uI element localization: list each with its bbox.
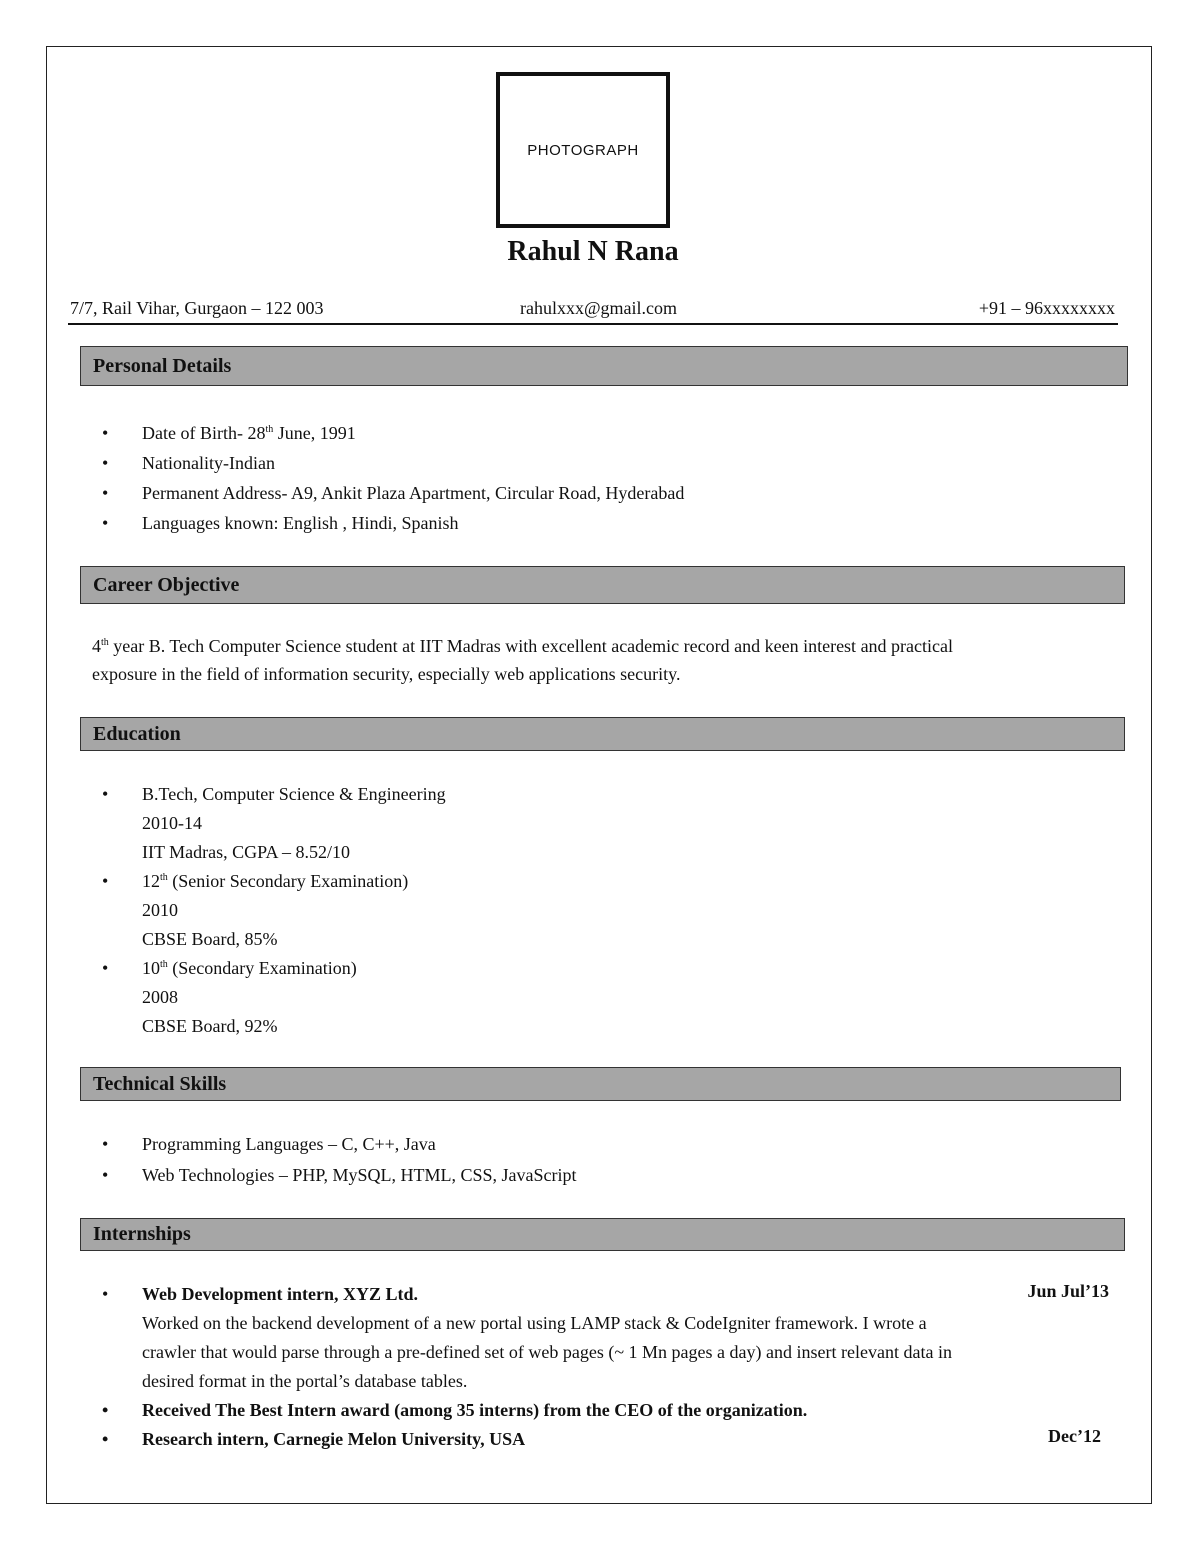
education-item-10th <box>80 954 446 1041</box>
technical-skills-list <box>80 1129 576 1191</box>
list-item-permanent-address: • Permanent Address- A9, Ankit Plaza Apartment, Circular Road, Hyderabad <box>80 478 684 508</box>
photograph-placeholder <box>496 72 670 228</box>
career-objective-text <box>92 632 1132 688</box>
contact-address: 7/7, Rail Vihar, Gurgaon – 122 003 <box>70 298 324 318</box>
section-header-career-objective: Career Objective <box>80 566 1125 604</box>
btech-years: 2010-14 <box>142 813 202 833</box>
tenth-sup: th <box>160 959 168 970</box>
tenth-label: (Secondary Examination) <box>167 958 357 978</box>
section-header-internships: Internships <box>80 1218 1125 1251</box>
objective-line2: exposure in the field of information security, especially web applications security. <box>92 664 681 684</box>
section-header-education: Education <box>80 717 1125 751</box>
web-dev-date: Jun Jul’13 <box>1027 1281 1109 1301</box>
tenth-num: 10 <box>142 958 160 978</box>
web-dev-line3: desired format in the portal’s database tables. <box>142 1371 468 1391</box>
objective-line1: year B. Tech Computer Science student at IIT Madras with excellent academic record and keen interest and practical <box>108 636 954 656</box>
web-dev-line1: Worked on the backend development of a new portal using LAMP stack & CodeIgniter framework. I wrote a <box>142 1313 927 1333</box>
twelfth-detail: CBSE Board, 85% <box>142 929 278 949</box>
skill-item-web: • Web Technologies – PHP, MySQL, HTML, CSS, JavaScript <box>80 1160 576 1191</box>
dob-suffix: June, 1991 <box>273 423 356 443</box>
btech-degree: • B.Tech, Computer Science & Engineering <box>142 784 446 804</box>
internship-item-research: • Research intern, Carnegie Melon University, USA <box>80 1425 952 1454</box>
skill-item-programming: • Programming Languages – C, C++, Java <box>80 1129 576 1160</box>
btech-detail: IIT Madras, CGPA – 8.52/10 <box>142 842 351 862</box>
header-divider <box>68 323 1118 325</box>
education-list <box>80 780 446 1041</box>
internships-list <box>80 1280 952 1454</box>
personal-details-list <box>80 418 684 538</box>
twelfth-heading <box>142 867 446 896</box>
dob-prefix: Date of Birth- 28 <box>142 423 266 443</box>
tenth-detail: CBSE Board, 92% <box>142 1016 278 1036</box>
objective-sup: th <box>101 637 109 648</box>
internship-item-award: • Received The Best Intern award (among 35 interns) from the CEO of the organization. <box>80 1396 952 1425</box>
list-item-dob <box>80 418 684 448</box>
candidate-name <box>0 236 1200 268</box>
photograph-label: PHOTOGRAPH <box>527 141 639 159</box>
internship-item-web-dev <box>80 1280 952 1396</box>
web-dev-line2: crawler that would parse through a pre-defined set of web pages (~ 1 Mn pages a day) and insert relevant data in <box>142 1342 952 1362</box>
twelfth-sup: th <box>160 872 168 883</box>
section-header-personal-details: Personal Details <box>80 346 1128 386</box>
web-dev-title: • Web Development intern, XYZ Ltd. <box>142 1284 418 1304</box>
objective-prefix: 4 <box>92 636 101 656</box>
dob-sup: th <box>265 424 274 435</box>
education-item-btech <box>80 780 446 867</box>
research-date: Dec’12 <box>1048 1426 1101 1446</box>
list-item-nationality: • Nationality-Indian <box>80 448 684 478</box>
twelfth-year: 2010 <box>142 900 178 920</box>
tenth-heading <box>142 954 446 983</box>
twelfth-label: (Senior Secondary Examination) <box>167 871 409 891</box>
twelfth-num: 12 <box>142 871 160 891</box>
section-header-technical-skills: Technical Skills <box>80 1067 1121 1101</box>
tenth-year: 2008 <box>142 987 178 1007</box>
list-item-languages: • Languages known: English , Hindi, Spanish <box>80 508 684 538</box>
education-item-12th <box>80 867 446 954</box>
candidate-name-text: Rahul N Rana <box>507 236 679 267</box>
contact-email[interactable]: rahulxxx@gmail.com <box>520 298 678 318</box>
contact-phone: +91 – 96xxxxxxxx <box>978 298 1115 318</box>
